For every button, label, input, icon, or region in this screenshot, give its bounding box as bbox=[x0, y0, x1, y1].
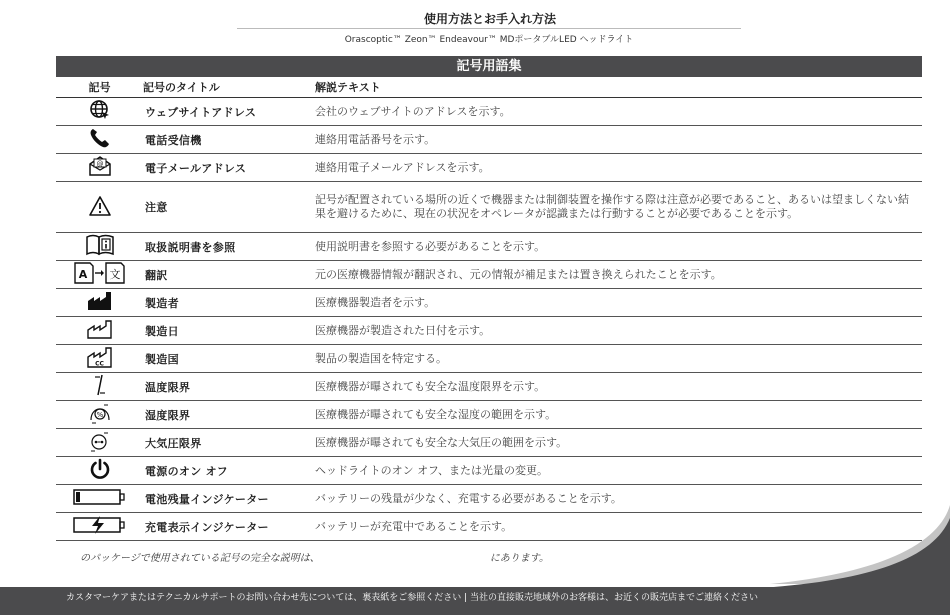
symbol-title: 大気圧限界 bbox=[143, 429, 315, 457]
symbol-description: 記号が配置されている場所の近くで機器または制御装置を操作する際は注意が必要であること、あるいは望ましくない結果を避けるために、現在の状況をオペレータが認識または行動することが必要であることを示す。 bbox=[315, 182, 922, 233]
table-header-row bbox=[56, 77, 922, 98]
table-row bbox=[56, 457, 922, 485]
column-header-description: 解説テキスト bbox=[315, 77, 922, 98]
symbol-title: ウェブサイトアドレス bbox=[143, 98, 315, 126]
consult-manual-icon bbox=[85, 234, 115, 259]
symbol-title: 電池残量インジケーター bbox=[143, 485, 315, 513]
table-row bbox=[56, 317, 922, 345]
footer-contact-text: カスタマーケアまたはテクニカルサポートのお問い合わせ先については、裏表紙をご参照ください | 当社の直接販売地域外のお客様は、お近くの販売店までご連絡ください bbox=[66, 593, 759, 603]
table-row bbox=[56, 154, 922, 182]
footnote-text-before: のパッケージで使用されている記号の完全な説明は、 bbox=[80, 553, 320, 564]
country-code-label: CC bbox=[94, 360, 104, 368]
symbol-table bbox=[56, 77, 922, 541]
column-header-title: 記号のタイトル bbox=[143, 77, 315, 98]
symbol-description: 医療機器が曝されても安全な温度限界を示す。 bbox=[315, 373, 922, 401]
symbol-description: 連絡用電子メールアドレスを示す。 bbox=[315, 154, 922, 182]
symbol-description: 製品の製造国を特定する。 bbox=[315, 345, 922, 373]
table-row bbox=[56, 345, 922, 373]
symbol-title: 製造者 bbox=[143, 289, 315, 317]
symbol-description: ヘッドライトのオン オフ、または光量の変更。 bbox=[315, 457, 922, 485]
symbol-description: 医療機器が曝されても安全な大気圧の範囲を示す。 bbox=[315, 429, 922, 457]
document-subtitle: Orascoptic™ Zeon™ Endeavour™ MDポータブルLED ヘッドライト bbox=[344, 35, 634, 45]
humidity-percent-label: % bbox=[96, 411, 103, 419]
symbol-title: 湿度限界 bbox=[143, 401, 315, 429]
translation-icon bbox=[73, 261, 127, 288]
email-envelope-icon bbox=[88, 155, 112, 180]
table-row bbox=[56, 373, 922, 401]
svg-text:@: @ bbox=[96, 160, 103, 168]
glossary-heading: 記号用語集 bbox=[56, 56, 922, 77]
symbol-description: 医療機器が製造された日付を示す。 bbox=[315, 317, 922, 345]
symbol-description: 医療機器が曝されても安全な湿度の範囲を示す。 bbox=[315, 401, 922, 429]
symbol-description: 使用説明書を参照する必要があることを示す。 bbox=[315, 233, 922, 261]
symbol-title: 充電表示インジケーター bbox=[143, 513, 315, 541]
battery-charging-icon bbox=[73, 516, 127, 537]
symbol-glossary bbox=[56, 56, 922, 541]
table-row bbox=[56, 126, 922, 154]
symbol-title: 製造日 bbox=[143, 317, 315, 345]
table-row bbox=[56, 401, 922, 429]
symbol-description: バッテリーの残量が少なく、充電する必要があることを示す。 bbox=[315, 485, 922, 513]
globe-web-icon bbox=[89, 99, 111, 124]
footnote bbox=[80, 549, 549, 564]
symbol-title: 注意 bbox=[143, 182, 315, 233]
symbol-description: 医療機器製造者を示す。 bbox=[315, 289, 922, 317]
symbol-title: 翻訳 bbox=[143, 261, 315, 289]
column-header-symbol: 記号 bbox=[56, 77, 143, 98]
temperature-limit-icon bbox=[92, 373, 108, 400]
phone-icon bbox=[89, 128, 111, 151]
country-of-manufacture-icon bbox=[87, 346, 113, 371]
symbol-title: 温度限界 bbox=[143, 373, 315, 401]
symbol-description: 元の医療機器情報が翻訳され、元の情報が補足または置き換えられたことを示す。 bbox=[315, 261, 922, 289]
caution-triangle-icon bbox=[88, 195, 112, 220]
symbol-description: 会社のウェブサイトのアドレスを示す。 bbox=[315, 98, 922, 126]
battery-level-icon bbox=[73, 489, 127, 508]
symbol-title: 取扱説明書を参照 bbox=[143, 233, 315, 261]
symbol-title: 製造国 bbox=[143, 345, 315, 373]
table-row bbox=[56, 289, 922, 317]
svg-text:A: A bbox=[78, 268, 87, 281]
document-title: 使用方法とお手入れ方法 bbox=[423, 12, 556, 26]
table-row bbox=[56, 233, 922, 261]
footnote-text-after: にあります。 bbox=[489, 553, 550, 564]
symbol-title: 電子メールアドレス bbox=[143, 154, 315, 182]
symbol-description: 連絡用電話番号を示す。 bbox=[315, 126, 922, 154]
humidity-limit-icon bbox=[88, 402, 112, 427]
title-divider bbox=[237, 28, 741, 29]
manufacture-date-icon bbox=[87, 319, 113, 342]
svg-text:文: 文 bbox=[109, 268, 120, 281]
table-row bbox=[56, 513, 922, 541]
table-row bbox=[56, 261, 922, 289]
manufacturer-factory-icon bbox=[87, 291, 113, 314]
pressure-limit-icon bbox=[88, 430, 112, 455]
table-row bbox=[56, 98, 922, 126]
symbol-description: バッテリーが充電中であることを示す。 bbox=[315, 513, 922, 541]
table-row bbox=[56, 182, 922, 233]
symbol-title: 電話受信機 bbox=[143, 126, 315, 154]
power-icon bbox=[89, 458, 111, 483]
table-row bbox=[56, 429, 922, 457]
symbol-title: 電源のオン オフ bbox=[143, 457, 315, 485]
table-row bbox=[56, 485, 922, 513]
